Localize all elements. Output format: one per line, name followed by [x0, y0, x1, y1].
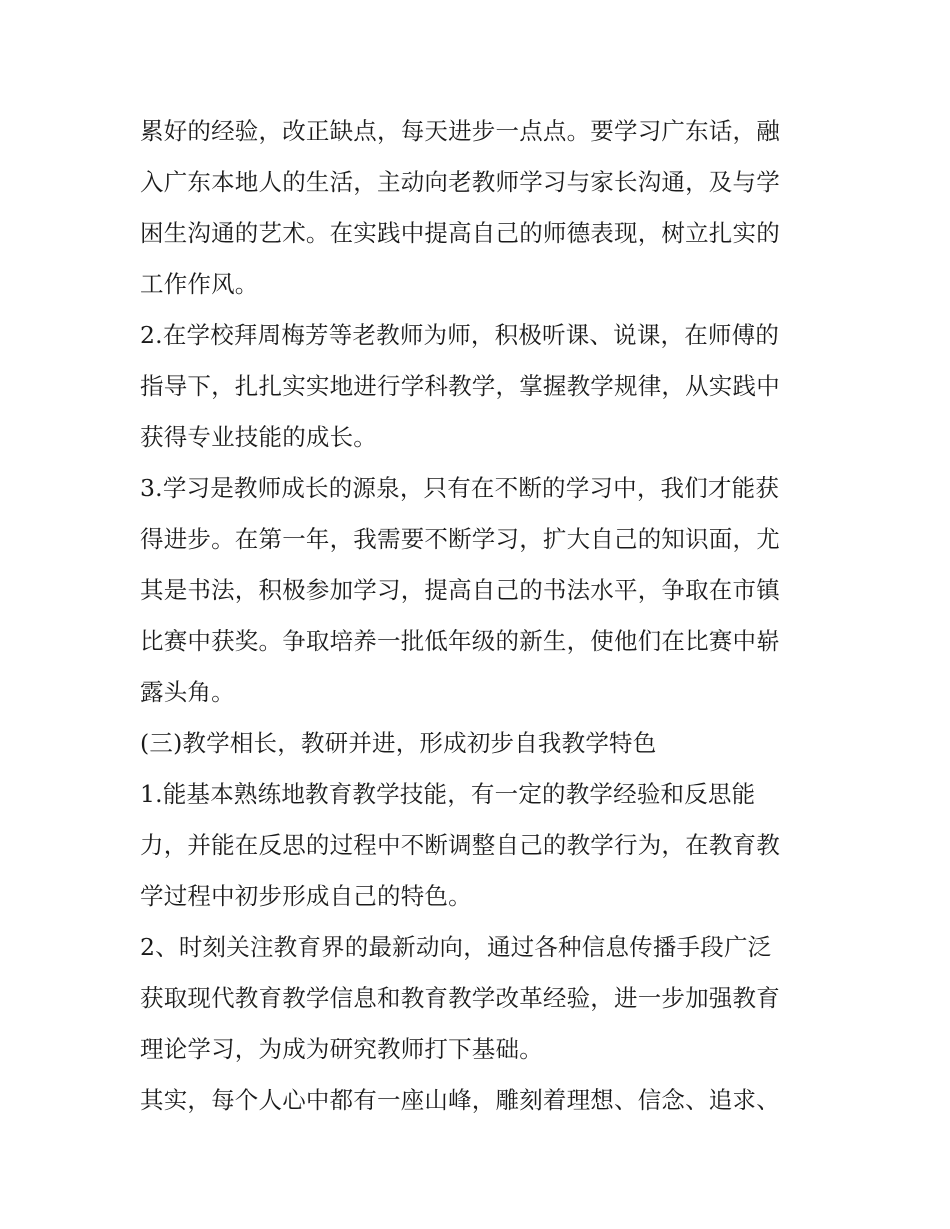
- text-line: 获得专业技能的成长。: [140, 423, 377, 451]
- text-line: 工作作风。: [140, 270, 259, 298]
- text-line: 理论学习，为成为研究教师打下基础。: [140, 1035, 543, 1063]
- text-line: 学过程中初步形成自己的特色。: [140, 882, 472, 910]
- text-line: 比赛中获奖。争取培养一批低年级的新生，使他们在比赛中崭: [140, 627, 780, 655]
- section-heading: (三)教学相长，教研并进，形成初步自我教学特色: [140, 729, 657, 757]
- text-line: 露头角。: [140, 678, 235, 706]
- text-line: 其实，每个人心中都有一座山峰，雕刻着理想、信念、追求、: [140, 1086, 780, 1114]
- text-line: 力，并能在反思的过程中不断调整自己的教学行为，在教育教: [140, 831, 780, 859]
- text-line: 得进步。在第一年，我需要不断学习，扩大自己的知识面，尤: [140, 525, 780, 553]
- text-line: 指导下，扎扎实实地进行学科教学，掌握教学规律，从实践中: [140, 372, 780, 400]
- text-line: 获取现代教育教学信息和教育教学改革经验，进一步加强教育: [140, 984, 780, 1012]
- text-line: 入广东本地人的生活，主动向老教师学习与家长沟通，及与学: [140, 168, 780, 196]
- text-line: 困生沟通的艺术。在实践中提高自己的师德表现，树立扎实的: [140, 219, 780, 247]
- text-line: 3.学习是教师成长的源泉，只有在不断的学习中，我们才能获: [140, 474, 780, 502]
- document-body: [140, 106, 820, 1126]
- text-line: 1.能基本熟练地教育教学技能，有一定的教学经验和反思能: [140, 780, 756, 808]
- text-line: 2、时刻关注教育界的最新动向，通过各种信息传播手段广泛: [140, 933, 772, 961]
- text-line: 2.在学校拜周梅芳等老教师为师，积极听课、说课，在师傅的: [140, 321, 780, 349]
- text-line: 累好的经验，改正缺点，每天进步一点点。要学习广东话，融: [140, 117, 780, 145]
- text-line: 其是书法，积极参加学习，提高自己的书法水平，争取在市镇: [140, 576, 780, 604]
